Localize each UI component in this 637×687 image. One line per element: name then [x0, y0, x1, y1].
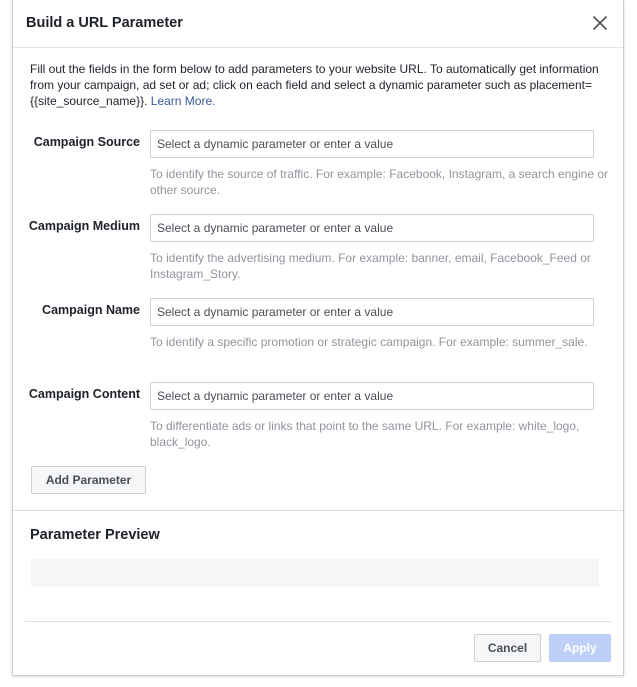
learn-more-link[interactable]: Learn More. [150, 94, 216, 108]
campaign-content-help: To differentiate ads or links that point to the same URL. For example: white_logo, black_logo. [150, 419, 580, 449]
footer-divider [25, 621, 611, 622]
campaign-content-label: Campaign Content [28, 387, 140, 401]
campaign-name-input[interactable] [150, 298, 594, 326]
campaign-content-input[interactable] [150, 382, 594, 410]
parameter-preview-title: Parameter Preview [30, 527, 160, 543]
dialog-title: Build a URL Parameter [26, 15, 183, 31]
campaign-source-input[interactable] [150, 130, 594, 158]
campaign-medium-help: To identify the advertising medium. For example: banner, email, Facebook_Feed or Instagram_Story. [150, 251, 591, 281]
campaign-source-label: Campaign Source [33, 135, 140, 149]
campaign-medium-label: Campaign Medium [28, 219, 140, 233]
add-parameter-button[interactable]: Add Parameter [31, 466, 146, 494]
campaign-name-help: To identify a specific promotion or strategic campaign. For example: summer_sale. [150, 335, 588, 349]
campaign-name-label: Campaign Name [42, 303, 140, 317]
url-parameter-dialog [12, 0, 624, 676]
dialog-header [13, 0, 623, 48]
parameter-preview-box [31, 559, 599, 587]
section-divider [13, 510, 623, 511]
campaign-source-help: To identify the source of traffic. For example: Facebook, Instagram, a search engine or other source. [150, 167, 609, 197]
intro-body: Fill out the fields in the form below to add parameters to your website URL. To automatically get information from your campaign, ad set or ad; click on each field and select a dynamic parameter such as placement={{site_source_name}}. [30, 62, 599, 108]
apply-button[interactable]: Apply [549, 634, 611, 662]
campaign-medium-input[interactable] [150, 214, 594, 242]
cancel-button[interactable]: Cancel [474, 634, 541, 662]
intro-text [30, 61, 605, 109]
close-icon[interactable] [591, 14, 609, 32]
